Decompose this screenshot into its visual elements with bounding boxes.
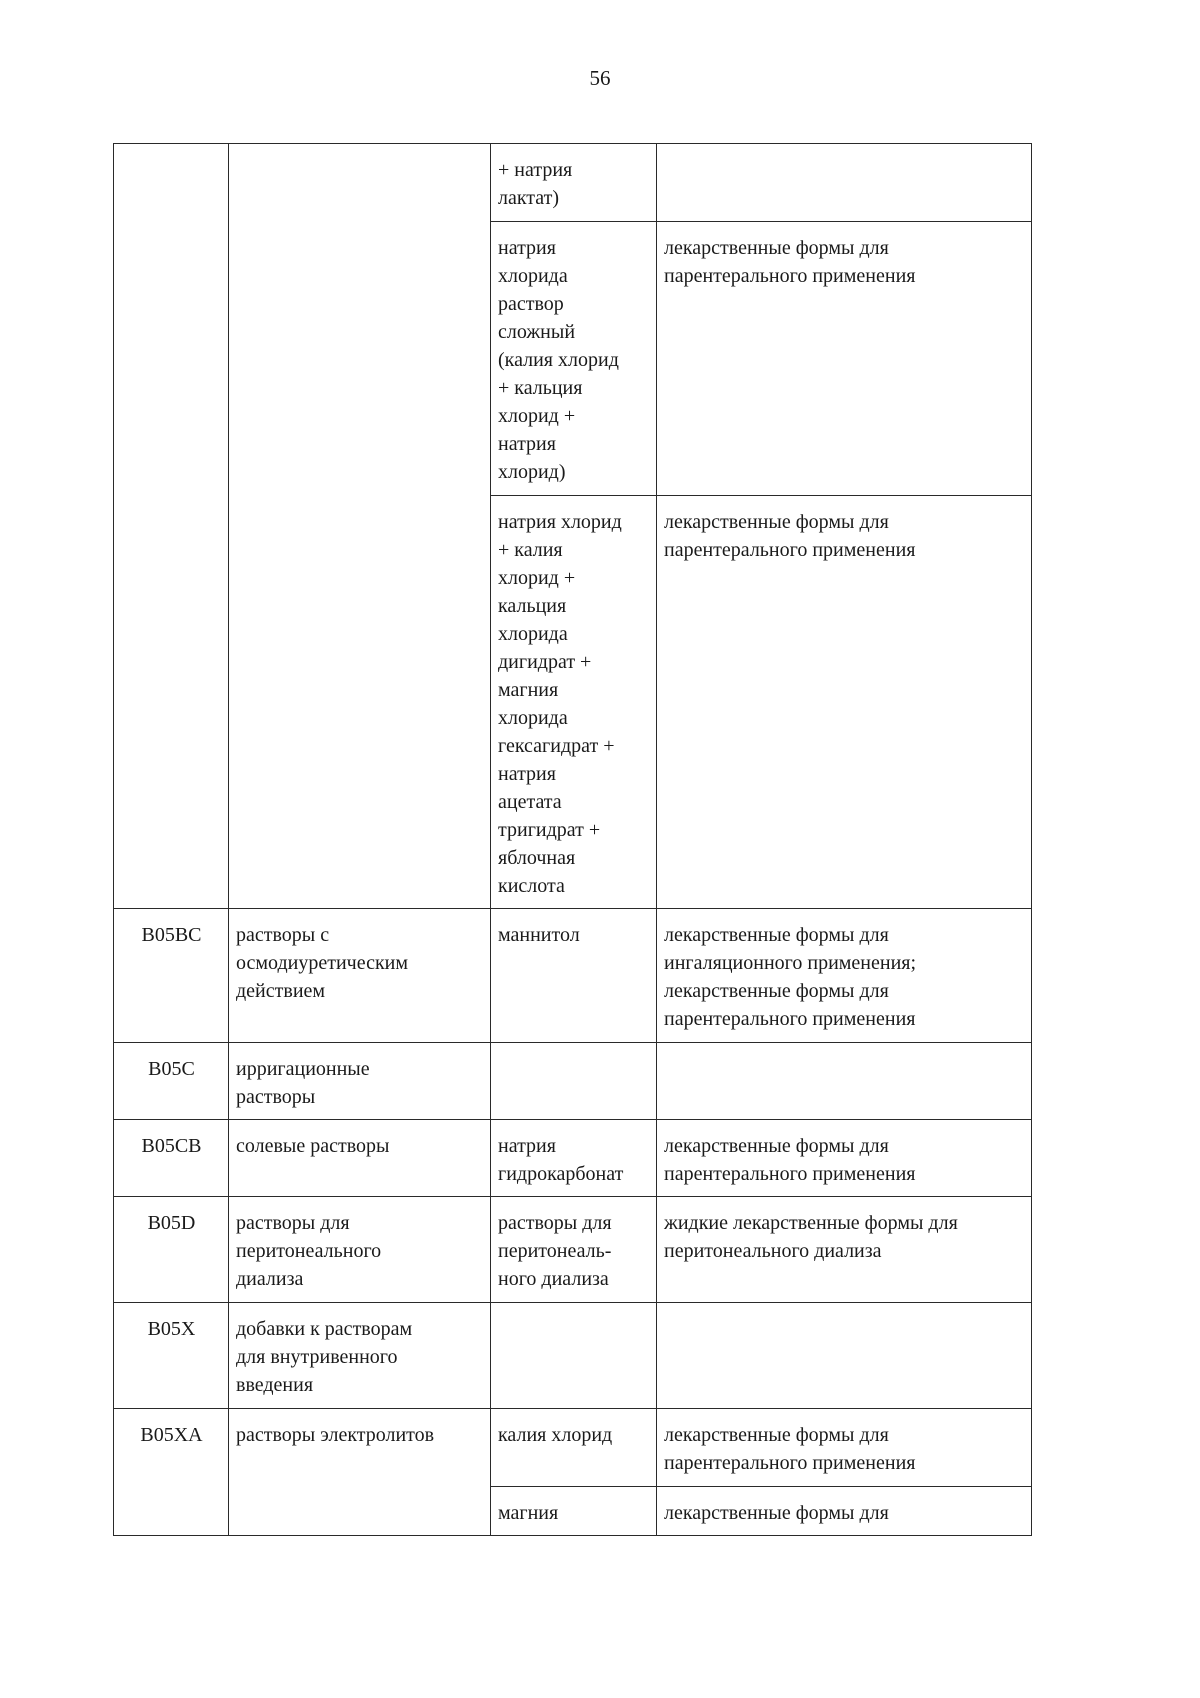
drug-name-cell: растворы для перитонеаль- ного диализа xyxy=(491,1197,657,1303)
atc-code-cell: B05XA xyxy=(114,1409,229,1536)
atc-code-cell: B05BC xyxy=(114,909,229,1043)
medication-table xyxy=(113,143,1032,1536)
page-number: 56 xyxy=(589,66,611,90)
group-name-cell: растворы с осмодиуретическим действием xyxy=(229,909,491,1043)
dosage-form-cell: лекарственные формы для парентерального применения xyxy=(657,222,1032,496)
table-row xyxy=(114,909,1032,1043)
dosage-form-cell xyxy=(657,1303,1032,1409)
group-name-cell: ирригационные растворы xyxy=(229,1043,491,1120)
group-name-cell: добавки к растворам для внутривенного введения xyxy=(229,1303,491,1409)
drug-name-cell: натрия хлорида раствор сложный (калия хлорид + кальция хлорид + натрия хлорид) xyxy=(491,222,657,496)
group-name-cell xyxy=(229,144,491,909)
group-name-cell: растворы для перитонеального диализа xyxy=(229,1197,491,1303)
dosage-form-cell xyxy=(657,144,1032,222)
drug-name-cell: маннитол xyxy=(491,909,657,1043)
table-row xyxy=(114,1120,1032,1197)
drug-name-cell: калия хлорид xyxy=(491,1409,657,1487)
dosage-form-cell: лекарственные формы для парентерального применения xyxy=(657,496,1032,909)
dosage-form-cell: лекарственные формы для парентерального применения xyxy=(657,1120,1032,1197)
table-row xyxy=(114,1409,1032,1487)
atc-code-cell xyxy=(114,144,229,909)
table-row xyxy=(114,144,1032,222)
dosage-form-cell: лекарственные формы для парентерального применения xyxy=(657,1409,1032,1487)
group-name-cell: растворы электролитов xyxy=(229,1409,491,1536)
atc-code-cell: B05X xyxy=(114,1303,229,1409)
dosage-form-cell xyxy=(657,1043,1032,1120)
atc-code-cell: B05C xyxy=(114,1043,229,1120)
drug-name-cell xyxy=(491,1043,657,1120)
dosage-form-cell: жидкие лекарственные формы для перитонеального диализа xyxy=(657,1197,1032,1303)
group-name-cell: солевые растворы xyxy=(229,1120,491,1197)
atc-code-cell: B05CB xyxy=(114,1120,229,1197)
dosage-form-cell: лекарственные формы для xyxy=(657,1487,1032,1536)
drug-name-cell xyxy=(491,1303,657,1409)
drug-name-cell: магния xyxy=(491,1487,657,1536)
drug-name-cell: натрия гидрокарбонат xyxy=(491,1120,657,1197)
atc-code-cell: B05D xyxy=(114,1197,229,1303)
table-row xyxy=(114,1197,1032,1303)
dosage-form-cell: лекарственные формы для ингаляционного применения; лекарственные формы для парентерального применения xyxy=(657,909,1032,1043)
drug-name-cell: + натрия лактат) xyxy=(491,144,657,222)
table-row xyxy=(114,1043,1032,1120)
drug-name-cell: натрия хлорид + калия хлорид + кальция хлорида дигидрат + магния хлорида гексагидрат + натрия ацетата тригидрат + яблочная кислота xyxy=(491,496,657,909)
table-row xyxy=(114,1303,1032,1409)
